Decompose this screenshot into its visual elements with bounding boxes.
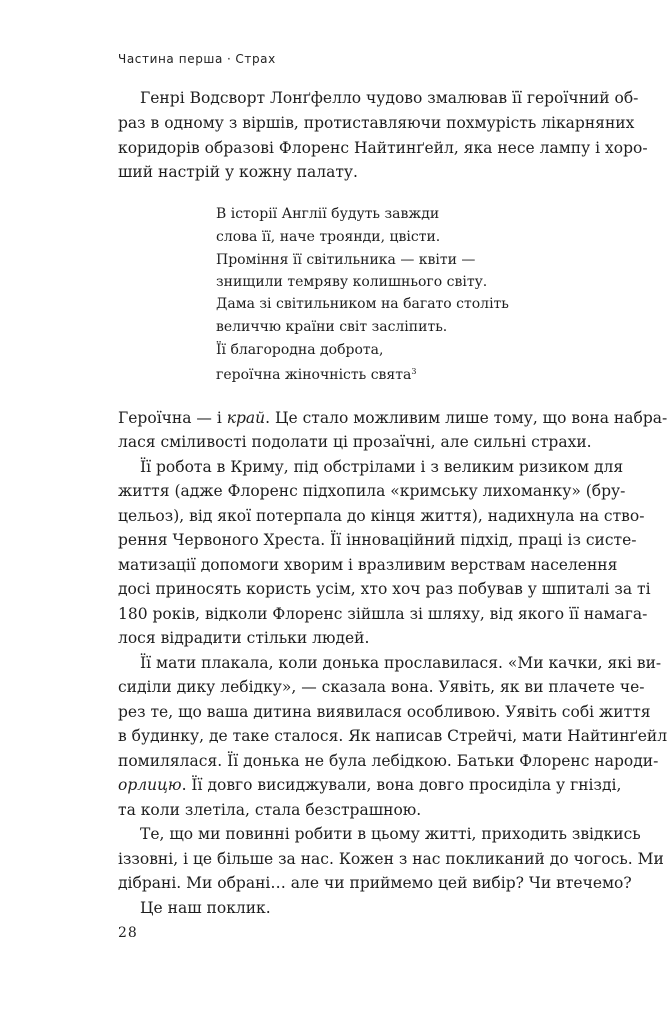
poem-line: слова її, наче троянди, цвісти. <box>216 229 441 245</box>
paragraph-3-line: лося відрадити стільки людей. <box>118 629 370 647</box>
paragraph-4-line: в будинку, де таке сталося. Як написав Стрейчі, мати Найтинґейл <box>118 727 667 745</box>
page-number: 28 <box>118 925 138 941</box>
paragraph-4-line: та коли злетіла, стала безстрашною. <box>118 801 422 819</box>
paragraph-5-line: Те, що ми повинні робити в цьому житті, приходить звідкись <box>140 825 641 843</box>
poem-line: Проміння її світильника — квіти — <box>216 252 476 268</box>
poem-line: Дама зі світильником на багато століть <box>216 296 509 312</box>
paragraph-4-line: рез те, що ваша дитина виявилася особливою. Уявіть собі життя <box>118 703 651 721</box>
poem-line: Її благородна доброта, <box>216 342 384 358</box>
paragraph-4-line: помилялася. Її донька не була лебідкою. Батьки Флоренс народи- <box>118 752 659 770</box>
paragraph-4-line: Її мати плакала, коли донька прославилася. «Ми качки, які ви- <box>140 654 662 672</box>
paragraph-3-line: Її робота в Криму, під обстрілами і з великим ризиком для <box>140 458 624 476</box>
paragraph-3-line: рення Червоного Хреста. Її інноваційний підхід, праці із систе- <box>118 531 637 549</box>
poem-line: величчю країни світ засліпить. <box>216 319 448 335</box>
paragraph-4-line <box>118 775 622 795</box>
paragraph-1-line: Генрі Водсворт Лонґфелло чудово змалював її героїчний об- <box>140 89 639 107</box>
paragraph-1-line: коридорів образові Флоренс Найтинґейл, яка несе лампу і хоро- <box>118 139 648 157</box>
running-head-separator: · <box>226 52 232 66</box>
text-run: . Це стало можливим лише тому, що вона набра- <box>265 409 667 427</box>
paragraph-3-line: життя (адже Флоренс підхопила «кримську лихоманку» (бру- <box>118 482 626 500</box>
poem-line-text: героїчна жіночність свята <box>216 367 412 383</box>
paragraph-2-line: лася сміливості подолати ці прозаїчні, але сильні страхи. <box>118 433 592 451</box>
running-head-part: Частина перша <box>118 52 223 66</box>
poem-last-line <box>216 363 416 384</box>
paragraph-5-line: іззовні, і це більше за нас. Кожен з нас покликаний до чогось. Ми <box>118 850 664 868</box>
paragraph-6-line: Це наш поклик. <box>140 899 271 917</box>
paragraph-3-line: цельоз), від якої потерпала до кінця життя), надихнула на ство- <box>118 507 645 525</box>
footnote-reference: 3 <box>411 367 417 376</box>
text-run: Героїчна — і <box>118 409 227 427</box>
italic-text: орлицю <box>118 776 182 794</box>
paragraph-1-line: ший настрій у кожну палату. <box>118 163 358 181</box>
paragraph-4-line: сиділи дику лебідку», — сказала вона. Уявіть, як ви плачете че- <box>118 678 645 696</box>
paragraph-3-line: 180 років, відколи Флоренс зійшла зі шляху, від якого її намага- <box>118 605 648 623</box>
running-head <box>118 52 276 66</box>
poem-line: знищили темряву колишнього світу. <box>216 274 488 290</box>
poem-line: В історії Англії будуть завжди <box>216 206 440 222</box>
paragraph-5-line: дібрані. Ми обрані… але чи приймемо цей вибір? Чи втечемо? <box>118 874 632 892</box>
paragraph-3-line: матизації допомоги хворим і вразливим верствам населення <box>118 556 618 574</box>
italic-text: край <box>226 409 266 427</box>
text-run: . Її довго висиджували, вона довго просиділа у гнізді, <box>181 776 622 794</box>
paragraph-2-line <box>118 408 667 428</box>
paragraph-3-line: досі приносять користь усім, хто хоч раз побував у шпиталі за ті <box>118 580 651 598</box>
running-head-chapter: Страх <box>235 52 276 66</box>
paragraph-1-line: раз в одному з віршів, протиставляючи похмурість лікарняних <box>118 114 635 132</box>
